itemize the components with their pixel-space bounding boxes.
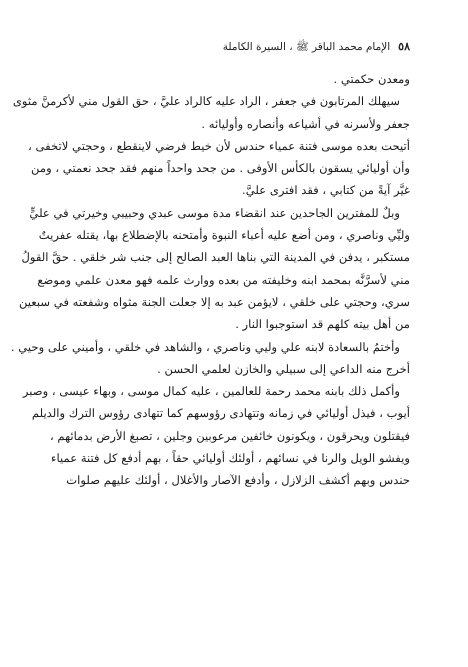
text-line: مني لأسرَّنَّه بمحمد ابنه وخليفته من بعده ووارث علمه فهو معدن علمي وموضع (37, 272, 410, 287)
text-line: سري، وحجتي على خلقي ، لايؤمن عبد به إلا جعلت الجنة مثواه وشفعته في سبعين (18, 294, 410, 309)
text-line: حندس وبهم أكشف الزلازل ، وأدفع الآصار والأغلال ، أولئك عليهم صلوات (66, 473, 410, 488)
running-header (56, 40, 410, 56)
text-line: سيهلك المرتابون في جعفر ، الراد عليه كالراد عليَّ ، حق القول مني لأكرمنَّ مثوى (12, 94, 400, 109)
text-line: جعفر ولأسرنه في أشياعه وأنصاره وأوليائه . (201, 116, 410, 131)
text-line: من أهل بيته كلهم قد استوجبوا النار . (235, 317, 410, 332)
text-line: ويفشو الويل والرنا في نسائهم ، أولئك أوليائي حقاً ، بهم أدفع كل فتنة عمياء (51, 451, 410, 466)
text-line: وأن أوليائي يسقون بالكأس الأوفى . من جحد واحداً منهم فقد جحد نعمتي ، ومن (31, 161, 410, 176)
text-line: ومعدن حكمتي . (333, 72, 410, 86)
text-line: أيوب ، فيذل أوليائي في زمانه وتتهادى رؤوسهم كما تتهادى رؤوس الترك والديلم (31, 406, 410, 421)
text-line: وأختمُ بالسعادة لابنه علي وليي وناصري ، والشاهد في خلقي ، وأميني على وحيي . (10, 339, 400, 354)
text-line: مستكبر ، يدفن في المدينة التي بناها العبد الصالح إلى جنب شر خلقي . حقَّ القولُ (21, 250, 410, 265)
text-line: وبلٌ للمفترين الجاحدين عند انقضاء مدة موسى عبدي وحبيبي وخيرتي في عليٍّ (29, 205, 400, 220)
body-text (10, 68, 410, 492)
text-line: غيَّر آيةً من كتابي ، فقد افترى عليَّ. (242, 183, 410, 198)
text-line: أخرج منه الداعي إلى سبيلي والخازن لعلمي الحسن . (157, 361, 410, 376)
page-number: ٥٨ (398, 40, 410, 53)
text-line: وأكمل ذلك بابنه محمد رحمة للعالمين ، عليه كمال موسى ، وبهاء عيسى ، وصبر (22, 384, 400, 399)
text-line: وليِّي وناصري ، ومن أضع عليه أعباء النبوة وأمتحنه بالإضطلاع بها، يقتله عفريتٌ (38, 228, 410, 243)
text-line: أتيحت بعده موسى فتنة عمياء حندس لأن خيط فرضي لاينقطع ، وحجتي لاتخفى ، (28, 138, 410, 153)
header-title: الإمام محمد الباقر ﷺ ، السيرة الكاملة (222, 41, 391, 53)
text-line: فيقتلون ويحرقون ، ويكونون خائفين مرعوبين وجلين ، تصبغ الأرض بدمائهم ، (49, 428, 410, 443)
